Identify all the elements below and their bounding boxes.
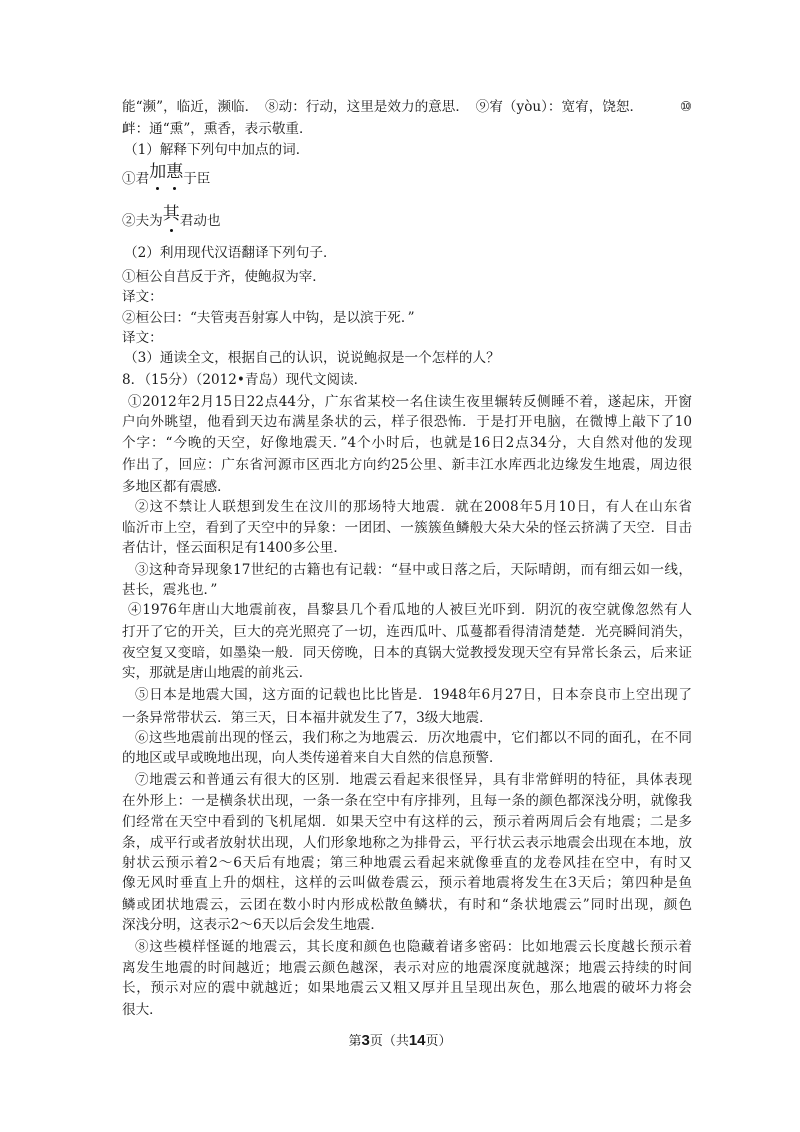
text-line: 深浅分明，这表示2～6天以后会发生地震． xyxy=(122,917,384,933)
footer-text: 页（共 xyxy=(369,1034,409,1049)
text-line: 很大． xyxy=(122,1002,163,1018)
text-line: （1）解释下列句中加点的词． xyxy=(124,142,310,158)
dotted-words xyxy=(149,162,183,182)
text-line: ②这不禁让人联想到发生在汶川的那场特大地震．就在2008年5月10日，有人在山东省 xyxy=(135,499,692,515)
text-line: 个字：“今晚的天空，好像地震天．”4个小时后，也就是16日2点34分，大自然对他的发现 xyxy=(122,435,692,451)
text-line: 打开了它的开关，巨大的亮光照亮了一切，连西瓜叶、瓜蔓都看得清清楚楚．光亮瞬间消失， xyxy=(122,624,692,640)
text-line: 们经常在天空中看到的飞机尾烟．如果天空中有这样的云，预示着两周后会有地震；二是多 xyxy=(122,814,692,830)
question-1-item-2 xyxy=(122,204,692,231)
text-line: 实，那就是唐山地震的前兆云． xyxy=(122,665,313,681)
text-line: ①2012年2月15日22点44分，广东省某校一名住读生夜里辗转反侧睡不着，遂起床，开窗 xyxy=(128,394,692,410)
item-prefix: ①君 xyxy=(122,171,150,187)
item-suffix: 君动也 xyxy=(179,213,221,229)
footer-text: 页） xyxy=(425,1034,452,1049)
text-line: ④1976年唐山大地震前夜，昌黎县几个看瓜地的人被巨光吓到．阴沉的夜空就像忽然有人 xyxy=(128,602,692,618)
text-line: 户向外眺望，他看到天边布满星条状的云，样子很恐怖．于是打开电脑，在微博上敲下了10 xyxy=(122,414,692,430)
text-line: 鳞或团状地震云，云团在数小时内形成松散鱼鳞状，有时和“条状地震云”同时出现，颜色 xyxy=(122,897,692,913)
text-line: 条，成平行或者放射状出现，人们形象地称之为排骨云，平行状云表示地震会出现在本地，放 xyxy=(122,835,692,851)
footnote-ten-marker: ⑩ xyxy=(679,99,692,115)
dotted-text: 其 xyxy=(162,204,180,224)
text-line: 的地区或早或晚地出现，向人类传递着来自大自然的信息预警． xyxy=(122,750,503,766)
page-footer xyxy=(0,1030,800,1049)
text-line: ⑥这些地震前出现的怪云，我们称之为地震云．历次地震中，它们都以不同的面孔，在不同 xyxy=(135,730,692,746)
dotted-char: 惠 xyxy=(166,162,184,182)
text-line: ②桓公曰：“夫管夷吾射寡人中钩，是以滨于死．” xyxy=(122,310,415,326)
item-prefix: ②夫为 xyxy=(122,213,163,229)
dotted-char: 加 xyxy=(149,162,167,182)
text-line: 一条异常带状云．第三天，日本福井就发生了7，3级大地震． xyxy=(122,710,493,726)
text-line: 者估计，怪云面积足有1400多公里． xyxy=(122,540,347,556)
text-line: （3）通读全文，根据自己的认识，说说鲍叔是一个怎样的人？ xyxy=(124,350,500,366)
text-line: ⑤日本是地震大国，这方面的记载也比比皆是．1948年6月27日，日本奈良市上空出现了 xyxy=(135,687,692,703)
text-line: ③这种奇异现象17世纪的古籍也有记载：“昼中或日落之后，天际晴朗，而有细云如一线， xyxy=(135,562,692,578)
text-line: 作出了，回应：广东省河源市区西北方向约25公里、新丰江水库西北边缘发生地震，周边很 xyxy=(122,457,692,473)
footer-text: 第 xyxy=(348,1034,362,1049)
text-line: 临沂市上空，看到了天空中的异象：一团团、一簇簇鱼鳞般大朵大朵的怪云挤满了天空．目击 xyxy=(122,520,692,536)
text-line: （2）利用现代汉语翻译下列句子． xyxy=(124,245,337,261)
text-line: ⑦地震云和普通云有很大的区别．地震云看起来很怪异，具有非常鲜明的特征，具体表现 xyxy=(135,772,692,788)
text-line: 衅：通“熏”，熏香，表示敬重． xyxy=(122,121,313,137)
total-pages: 14 xyxy=(408,1032,426,1049)
text-line: 离发生地震的时间越近；地震云颜色越深，表示对应的地震深度就越深；地震云持续的时间 xyxy=(122,960,692,976)
text-line: 在外形上：一是横条状出现，一条一条在空中有序排列，且每一条的颜色都深浅分明，就像我 xyxy=(122,793,692,809)
question-1-item-1 xyxy=(122,162,692,189)
dotted-words xyxy=(163,204,180,224)
text-line: 能“濒”，临近，濒临． ⑧动：行动，这里是效力的意思． ⑨宥（yòu）：宽宥，饶恕． xyxy=(122,99,644,115)
text-line: 长，预示对应的震中就越近；如果地震云又粗又厚并且呈现出灰色，那么地震的破坏力将会 xyxy=(122,980,692,996)
item-suffix: 于臣 xyxy=(183,171,211,187)
text-line: 译文： xyxy=(122,289,163,305)
text-line: 8．（15分）（2012•青岛）现代文阅读． xyxy=(122,372,368,388)
text-line: ①桓公自莒反于齐，使鲍叔为宰． xyxy=(122,269,326,285)
text-line: 译文： xyxy=(122,330,163,346)
text-line: 夜空复又变暗，如墨染一般．同天傍晚，日本的真锅大觉教授发现天空有异常长条云，后来证 xyxy=(122,645,692,661)
text-line: 像无风时垂直上升的烟柱，这样的云叫做卷震云，预示着地震将发生在3天后；第四种是鱼 xyxy=(122,875,692,891)
text-line: ⑧这些模样怪诞的地震云，其长度和颜色也隐藏着诸多密码：比如地震云长度越长预示着 xyxy=(135,939,692,955)
text-line: 射状云预示着2～6天后有地震；第三种地震云看起来就像垂直的龙卷风挂在空中，有时又 xyxy=(122,855,692,871)
page-number: 3 xyxy=(361,1032,370,1049)
text-line: 多地区都有震感． xyxy=(122,479,231,495)
text-line: 甚长，震兆也．” xyxy=(122,582,218,598)
